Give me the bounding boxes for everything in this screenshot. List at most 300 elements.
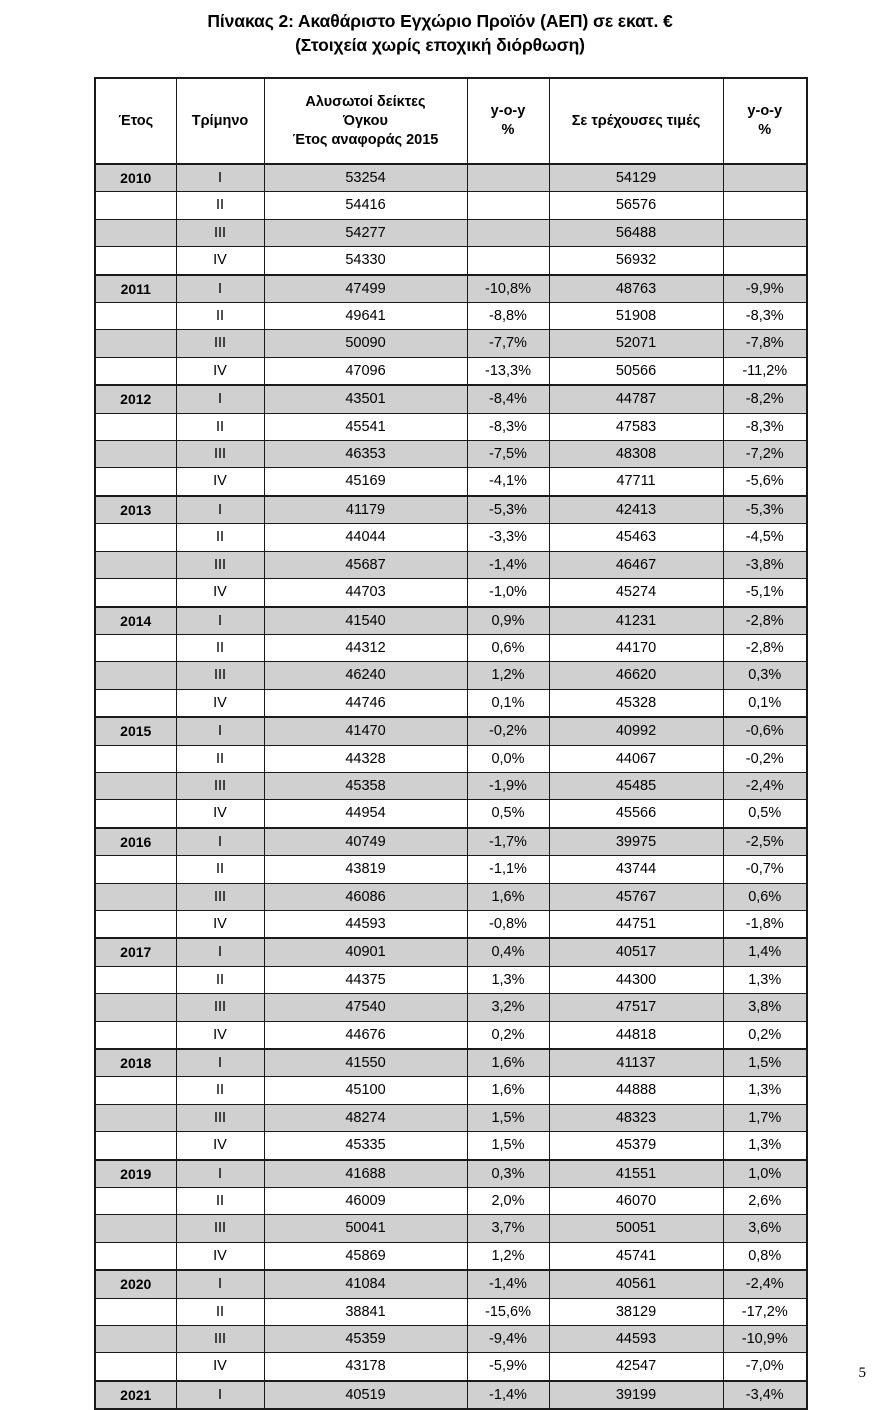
cell-year bbox=[95, 441, 176, 468]
table-row bbox=[95, 662, 807, 689]
cell-yoy-volume bbox=[467, 247, 549, 275]
cell-yoy-volume: -1,7% bbox=[467, 828, 549, 856]
cell-current: 43744 bbox=[549, 856, 723, 883]
table-row bbox=[95, 1381, 807, 1409]
table-row bbox=[95, 164, 807, 192]
cell-current: 48308 bbox=[549, 441, 723, 468]
cell-volume-index: 54277 bbox=[264, 219, 467, 246]
cell-current: 40517 bbox=[549, 938, 723, 966]
cell-current: 42547 bbox=[549, 1353, 723, 1381]
cell-yoy-current: 0,6% bbox=[723, 883, 807, 910]
cell-volume-index: 43178 bbox=[264, 1353, 467, 1381]
cell-yoy-volume: -7,5% bbox=[467, 441, 549, 468]
table-row bbox=[95, 579, 807, 607]
cell-volume-index: 40519 bbox=[264, 1381, 467, 1409]
table-row bbox=[95, 1077, 807, 1104]
cell-yoy-current: 1,0% bbox=[723, 1160, 807, 1188]
cell-quarter: I bbox=[176, 828, 264, 856]
cell-volume-index: 44593 bbox=[264, 910, 467, 938]
table-row bbox=[95, 1104, 807, 1131]
cell-yoy-volume: 0,1% bbox=[467, 689, 549, 717]
cell-year: 2020 bbox=[95, 1270, 176, 1298]
cell-volume-index: 45359 bbox=[264, 1326, 467, 1353]
cell-yoy-current: 0,1% bbox=[723, 689, 807, 717]
table-row bbox=[95, 1049, 807, 1077]
cell-current: 40992 bbox=[549, 717, 723, 745]
cell-yoy-volume: 0,4% bbox=[467, 938, 549, 966]
cell-volume-index: 44954 bbox=[264, 800, 467, 828]
cell-yoy-volume: -1,0% bbox=[467, 579, 549, 607]
cell-quarter: IV bbox=[176, 468, 264, 496]
cell-current: 44170 bbox=[549, 634, 723, 661]
cell-quarter: II bbox=[176, 1298, 264, 1325]
cell-year bbox=[95, 910, 176, 938]
cell-yoy-volume: -1,4% bbox=[467, 1270, 549, 1298]
cell-volume-index: 40901 bbox=[264, 938, 467, 966]
cell-quarter: II bbox=[176, 192, 264, 219]
column-header-year: Έτος bbox=[95, 78, 176, 164]
cell-year bbox=[95, 994, 176, 1021]
table-row bbox=[95, 385, 807, 413]
cell-yoy-current: -5,3% bbox=[723, 496, 807, 524]
table-row bbox=[95, 856, 807, 883]
cell-current: 50051 bbox=[549, 1215, 723, 1242]
cell-year: 2019 bbox=[95, 1160, 176, 1188]
cell-quarter: III bbox=[176, 994, 264, 1021]
cell-volume-index: 43819 bbox=[264, 856, 467, 883]
table-row bbox=[95, 496, 807, 524]
cell-year bbox=[95, 524, 176, 551]
cell-current: 45328 bbox=[549, 689, 723, 717]
cell-volume-index: 41540 bbox=[264, 607, 467, 635]
cell-year: 2018 bbox=[95, 1049, 176, 1077]
table-row bbox=[95, 330, 807, 357]
cell-yoy-current: 1,4% bbox=[723, 938, 807, 966]
cell-volume-index: 54416 bbox=[264, 192, 467, 219]
table-row bbox=[95, 247, 807, 275]
cell-volume-index: 45869 bbox=[264, 1242, 467, 1270]
cell-yoy-current: -3,8% bbox=[723, 551, 807, 578]
cell-yoy-current: -0,2% bbox=[723, 745, 807, 772]
cell-yoy-volume: 0,3% bbox=[467, 1160, 549, 1188]
cell-current: 45379 bbox=[549, 1132, 723, 1160]
cell-yoy-current: 1,3% bbox=[723, 966, 807, 993]
cell-current: 39975 bbox=[549, 828, 723, 856]
cell-year bbox=[95, 357, 176, 385]
column-header-quarter: Τρίμηνο bbox=[176, 78, 264, 164]
cell-volume-index: 46240 bbox=[264, 662, 467, 689]
cell-quarter: III bbox=[176, 219, 264, 246]
table-header-row bbox=[95, 78, 807, 164]
cell-year bbox=[95, 1298, 176, 1325]
cell-year bbox=[95, 1215, 176, 1242]
cell-year bbox=[95, 219, 176, 246]
cell-quarter: III bbox=[176, 883, 264, 910]
cell-volume-index: 53254 bbox=[264, 164, 467, 192]
cell-yoy-current: 2,6% bbox=[723, 1188, 807, 1215]
cell-volume-index: 44328 bbox=[264, 745, 467, 772]
cell-year bbox=[95, 247, 176, 275]
cell-yoy-volume: -3,3% bbox=[467, 524, 549, 551]
cell-yoy-current: -2,4% bbox=[723, 1270, 807, 1298]
column-header-volume-line-3: Έτος αναφοράς 2015 bbox=[292, 131, 439, 148]
cell-volume-index: 41470 bbox=[264, 717, 467, 745]
cell-yoy-volume: -5,9% bbox=[467, 1353, 549, 1381]
cell-volume-index: 44375 bbox=[264, 966, 467, 993]
cell-yoy-current: -1,8% bbox=[723, 910, 807, 938]
table-row bbox=[95, 717, 807, 745]
cell-yoy-volume: -15,6% bbox=[467, 1298, 549, 1325]
cell-quarter: II bbox=[176, 966, 264, 993]
cell-year bbox=[95, 883, 176, 910]
cell-yoy-volume: -5,3% bbox=[467, 496, 549, 524]
column-header-yoy-volume-line-2: % bbox=[501, 122, 515, 138]
cell-quarter: IV bbox=[176, 247, 264, 275]
table-row bbox=[95, 1188, 807, 1215]
table-row bbox=[95, 966, 807, 993]
cell-year bbox=[95, 772, 176, 799]
cell-year bbox=[95, 303, 176, 330]
cell-yoy-current: -7,8% bbox=[723, 330, 807, 357]
cell-yoy-current: -17,2% bbox=[723, 1298, 807, 1325]
table-row bbox=[95, 607, 807, 635]
cell-yoy-volume: -1,9% bbox=[467, 772, 549, 799]
table-row bbox=[95, 634, 807, 661]
cell-year: 2010 bbox=[95, 164, 176, 192]
cell-yoy-current: -2,8% bbox=[723, 607, 807, 635]
cell-current: 51908 bbox=[549, 303, 723, 330]
cell-yoy-current bbox=[723, 192, 807, 219]
cell-quarter: II bbox=[176, 1077, 264, 1104]
cell-volume-index: 44312 bbox=[264, 634, 467, 661]
cell-yoy-current: -5,1% bbox=[723, 579, 807, 607]
cell-year bbox=[95, 634, 176, 661]
cell-volume-index: 48274 bbox=[264, 1104, 467, 1131]
cell-year: 2011 bbox=[95, 275, 176, 303]
cell-year bbox=[95, 1326, 176, 1353]
cell-year: 2016 bbox=[95, 828, 176, 856]
cell-current: 45767 bbox=[549, 883, 723, 910]
cell-current: 52071 bbox=[549, 330, 723, 357]
table-title bbox=[0, 9, 880, 57]
cell-current: 44300 bbox=[549, 966, 723, 993]
cell-yoy-volume: -4,1% bbox=[467, 468, 549, 496]
cell-current: 45741 bbox=[549, 1242, 723, 1270]
cell-yoy-volume: -1,4% bbox=[467, 551, 549, 578]
cell-current: 56488 bbox=[549, 219, 723, 246]
cell-volume-index: 38841 bbox=[264, 1298, 467, 1325]
cell-yoy-volume: 1,6% bbox=[467, 1049, 549, 1077]
table-row bbox=[95, 910, 807, 938]
cell-quarter: I bbox=[176, 1381, 264, 1409]
cell-current: 48763 bbox=[549, 275, 723, 303]
cell-volume-index: 47540 bbox=[264, 994, 467, 1021]
page-number: 5 bbox=[858, 1365, 866, 1381]
cell-current: 50566 bbox=[549, 357, 723, 385]
cell-year bbox=[95, 192, 176, 219]
cell-year: 2017 bbox=[95, 938, 176, 966]
cell-yoy-current bbox=[723, 247, 807, 275]
cell-quarter: II bbox=[176, 634, 264, 661]
cell-current: 41137 bbox=[549, 1049, 723, 1077]
table-row bbox=[95, 1021, 807, 1049]
cell-quarter: IV bbox=[176, 689, 264, 717]
cell-current: 46620 bbox=[549, 662, 723, 689]
cell-year bbox=[95, 579, 176, 607]
table-body bbox=[95, 164, 807, 1409]
cell-year bbox=[95, 662, 176, 689]
cell-current: 47517 bbox=[549, 994, 723, 1021]
table-row bbox=[95, 1298, 807, 1325]
cell-volume-index: 45169 bbox=[264, 468, 467, 496]
cell-year: 2013 bbox=[95, 496, 176, 524]
table-row bbox=[95, 745, 807, 772]
cell-yoy-volume: -7,7% bbox=[467, 330, 549, 357]
cell-yoy-volume bbox=[467, 192, 549, 219]
cell-current: 41231 bbox=[549, 607, 723, 635]
cell-year bbox=[95, 1242, 176, 1270]
cell-volume-index: 41550 bbox=[264, 1049, 467, 1077]
cell-current: 41551 bbox=[549, 1160, 723, 1188]
cell-year bbox=[95, 800, 176, 828]
table-row bbox=[95, 219, 807, 246]
cell-quarter: II bbox=[176, 745, 264, 772]
cell-year bbox=[95, 1104, 176, 1131]
cell-yoy-current: 1,5% bbox=[723, 1049, 807, 1077]
cell-current: 48323 bbox=[549, 1104, 723, 1131]
cell-current: 46070 bbox=[549, 1188, 723, 1215]
cell-yoy-current: 1,7% bbox=[723, 1104, 807, 1131]
cell-yoy-current: -4,5% bbox=[723, 524, 807, 551]
cell-volume-index: 46353 bbox=[264, 441, 467, 468]
cell-quarter: II bbox=[176, 413, 264, 440]
cell-yoy-current: 3,6% bbox=[723, 1215, 807, 1242]
cell-current: 44593 bbox=[549, 1326, 723, 1353]
cell-yoy-volume: 1,2% bbox=[467, 662, 549, 689]
cell-yoy-current: -5,6% bbox=[723, 468, 807, 496]
cell-yoy-volume: 1,5% bbox=[467, 1132, 549, 1160]
column-header-volume-line-1: Αλυσωτοί δείκτες bbox=[305, 93, 426, 110]
cell-year bbox=[95, 1021, 176, 1049]
cell-yoy-volume: 0,9% bbox=[467, 607, 549, 635]
cell-yoy-current: 0,8% bbox=[723, 1242, 807, 1270]
cell-year bbox=[95, 551, 176, 578]
cell-quarter: IV bbox=[176, 579, 264, 607]
cell-current: 39199 bbox=[549, 1381, 723, 1409]
table-title-line-1: Πίνακας 2: Ακαθάριστο Εγχώριο Προϊόν (ΑΕΠ) σε εκατ. € bbox=[207, 11, 673, 31]
cell-current: 44818 bbox=[549, 1021, 723, 1049]
table-row bbox=[95, 413, 807, 440]
cell-volume-index: 45687 bbox=[264, 551, 467, 578]
table-row bbox=[95, 772, 807, 799]
column-header-yoy-current bbox=[723, 78, 807, 164]
cell-quarter: IV bbox=[176, 1132, 264, 1160]
cell-yoy-current: 3,8% bbox=[723, 994, 807, 1021]
cell-volume-index: 41688 bbox=[264, 1160, 467, 1188]
cell-year: 2021 bbox=[95, 1381, 176, 1409]
cell-current: 44888 bbox=[549, 1077, 723, 1104]
cell-yoy-volume: -9,4% bbox=[467, 1326, 549, 1353]
cell-volume-index: 40749 bbox=[264, 828, 467, 856]
table-row bbox=[95, 828, 807, 856]
cell-quarter: I bbox=[176, 717, 264, 745]
cell-current: 56932 bbox=[549, 247, 723, 275]
cell-quarter: I bbox=[176, 385, 264, 413]
cell-yoy-current bbox=[723, 219, 807, 246]
cell-yoy-current: 0,3% bbox=[723, 662, 807, 689]
table-row bbox=[95, 800, 807, 828]
column-header-volume-line-2: Όγκου bbox=[343, 112, 388, 129]
cell-yoy-current: -0,7% bbox=[723, 856, 807, 883]
cell-volume-index: 44703 bbox=[264, 579, 467, 607]
cell-volume-index: 46086 bbox=[264, 883, 467, 910]
cell-yoy-volume: -1,1% bbox=[467, 856, 549, 883]
column-header-yoy-current-line-1: y-o-y bbox=[747, 103, 783, 119]
cell-yoy-volume: 0,2% bbox=[467, 1021, 549, 1049]
cell-current: 44751 bbox=[549, 910, 723, 938]
cell-year bbox=[95, 413, 176, 440]
cell-volume-index: 44676 bbox=[264, 1021, 467, 1049]
cell-quarter: III bbox=[176, 1215, 264, 1242]
cell-current: 46467 bbox=[549, 551, 723, 578]
cell-volume-index: 41179 bbox=[264, 496, 467, 524]
table-row bbox=[95, 1160, 807, 1188]
cell-volume-index: 45335 bbox=[264, 1132, 467, 1160]
cell-current: 45566 bbox=[549, 800, 723, 828]
cell-yoy-current: -8,3% bbox=[723, 303, 807, 330]
gdp-quarterly-table bbox=[94, 77, 808, 1410]
cell-volume-index: 54330 bbox=[264, 247, 467, 275]
cell-yoy-current: 1,3% bbox=[723, 1132, 807, 1160]
cell-volume-index: 44044 bbox=[264, 524, 467, 551]
cell-quarter: III bbox=[176, 1326, 264, 1353]
table-row bbox=[95, 275, 807, 303]
cell-current: 42413 bbox=[549, 496, 723, 524]
cell-yoy-current: -7,0% bbox=[723, 1353, 807, 1381]
cell-current: 47711 bbox=[549, 468, 723, 496]
cell-yoy-volume: -0,8% bbox=[467, 910, 549, 938]
cell-quarter: II bbox=[176, 856, 264, 883]
cell-yoy-volume: -0,2% bbox=[467, 717, 549, 745]
cell-yoy-volume: 0,5% bbox=[467, 800, 549, 828]
table-row bbox=[95, 357, 807, 385]
cell-year bbox=[95, 468, 176, 496]
cell-quarter: II bbox=[176, 303, 264, 330]
cell-yoy-volume: 3,7% bbox=[467, 1215, 549, 1242]
cell-yoy-current: -10,9% bbox=[723, 1326, 807, 1353]
cell-yoy-current: -2,8% bbox=[723, 634, 807, 661]
cell-volume-index: 47499 bbox=[264, 275, 467, 303]
table-row bbox=[95, 303, 807, 330]
cell-current: 38129 bbox=[549, 1298, 723, 1325]
table-row bbox=[95, 1242, 807, 1270]
cell-quarter: III bbox=[176, 772, 264, 799]
cell-yoy-volume: 0,0% bbox=[467, 745, 549, 772]
cell-year bbox=[95, 1188, 176, 1215]
column-header-yoy-current-line-2: % bbox=[758, 122, 772, 138]
table-row bbox=[95, 1215, 807, 1242]
cell-year bbox=[95, 745, 176, 772]
cell-current: 45485 bbox=[549, 772, 723, 799]
cell-quarter: I bbox=[176, 164, 264, 192]
cell-yoy-current: -8,2% bbox=[723, 385, 807, 413]
cell-quarter: III bbox=[176, 330, 264, 357]
cell-year: 2012 bbox=[95, 385, 176, 413]
cell-yoy-volume: 1,5% bbox=[467, 1104, 549, 1131]
cell-volume-index: 50041 bbox=[264, 1215, 467, 1242]
cell-current: 45463 bbox=[549, 524, 723, 551]
cell-quarter: IV bbox=[176, 800, 264, 828]
cell-yoy-volume: 1,6% bbox=[467, 1077, 549, 1104]
cell-quarter: I bbox=[176, 1049, 264, 1077]
table-row bbox=[95, 468, 807, 496]
cell-quarter: IV bbox=[176, 910, 264, 938]
cell-yoy-volume: -1,4% bbox=[467, 1381, 549, 1409]
cell-quarter: I bbox=[176, 275, 264, 303]
table-row bbox=[95, 524, 807, 551]
table-row bbox=[95, 1326, 807, 1353]
table-header bbox=[95, 78, 807, 164]
column-header-volume-index bbox=[264, 78, 467, 164]
table-row bbox=[95, 441, 807, 468]
cell-quarter: III bbox=[176, 551, 264, 578]
cell-year bbox=[95, 966, 176, 993]
cell-year bbox=[95, 689, 176, 717]
cell-volume-index: 41084 bbox=[264, 1270, 467, 1298]
cell-yoy-volume: 1,6% bbox=[467, 883, 549, 910]
cell-yoy-current: -2,5% bbox=[723, 828, 807, 856]
cell-quarter: III bbox=[176, 662, 264, 689]
table-row bbox=[95, 938, 807, 966]
table-row bbox=[95, 689, 807, 717]
gdp-table-container bbox=[94, 77, 806, 1410]
cell-yoy-current: -0,6% bbox=[723, 717, 807, 745]
cell-volume-index: 43501 bbox=[264, 385, 467, 413]
table-row bbox=[95, 551, 807, 578]
cell-yoy-volume: -10,8% bbox=[467, 275, 549, 303]
cell-year bbox=[95, 1077, 176, 1104]
cell-volume-index: 47096 bbox=[264, 357, 467, 385]
cell-quarter: I bbox=[176, 607, 264, 635]
column-header-yoy-volume-line-1: y-o-y bbox=[490, 103, 526, 119]
cell-quarter: III bbox=[176, 441, 264, 468]
cell-yoy-volume: -8,4% bbox=[467, 385, 549, 413]
cell-yoy-current: 1,3% bbox=[723, 1077, 807, 1104]
cell-quarter: I bbox=[176, 1270, 264, 1298]
cell-current: 44787 bbox=[549, 385, 723, 413]
cell-current: 44067 bbox=[549, 745, 723, 772]
cell-quarter: IV bbox=[176, 357, 264, 385]
cell-year bbox=[95, 1353, 176, 1381]
cell-current: 56576 bbox=[549, 192, 723, 219]
cell-current: 40561 bbox=[549, 1270, 723, 1298]
cell-current: 45274 bbox=[549, 579, 723, 607]
table-row bbox=[95, 192, 807, 219]
cell-quarter: IV bbox=[176, 1242, 264, 1270]
cell-quarter: IV bbox=[176, 1353, 264, 1381]
cell-quarter: I bbox=[176, 496, 264, 524]
table-row bbox=[95, 1132, 807, 1160]
cell-yoy-current: 0,2% bbox=[723, 1021, 807, 1049]
cell-yoy-volume: -8,3% bbox=[467, 413, 549, 440]
cell-volume-index: 45100 bbox=[264, 1077, 467, 1104]
cell-yoy-volume: 2,0% bbox=[467, 1188, 549, 1215]
cell-volume-index: 50090 bbox=[264, 330, 467, 357]
cell-yoy-volume bbox=[467, 164, 549, 192]
cell-year: 2015 bbox=[95, 717, 176, 745]
cell-yoy-volume: -8,8% bbox=[467, 303, 549, 330]
table-row bbox=[95, 883, 807, 910]
